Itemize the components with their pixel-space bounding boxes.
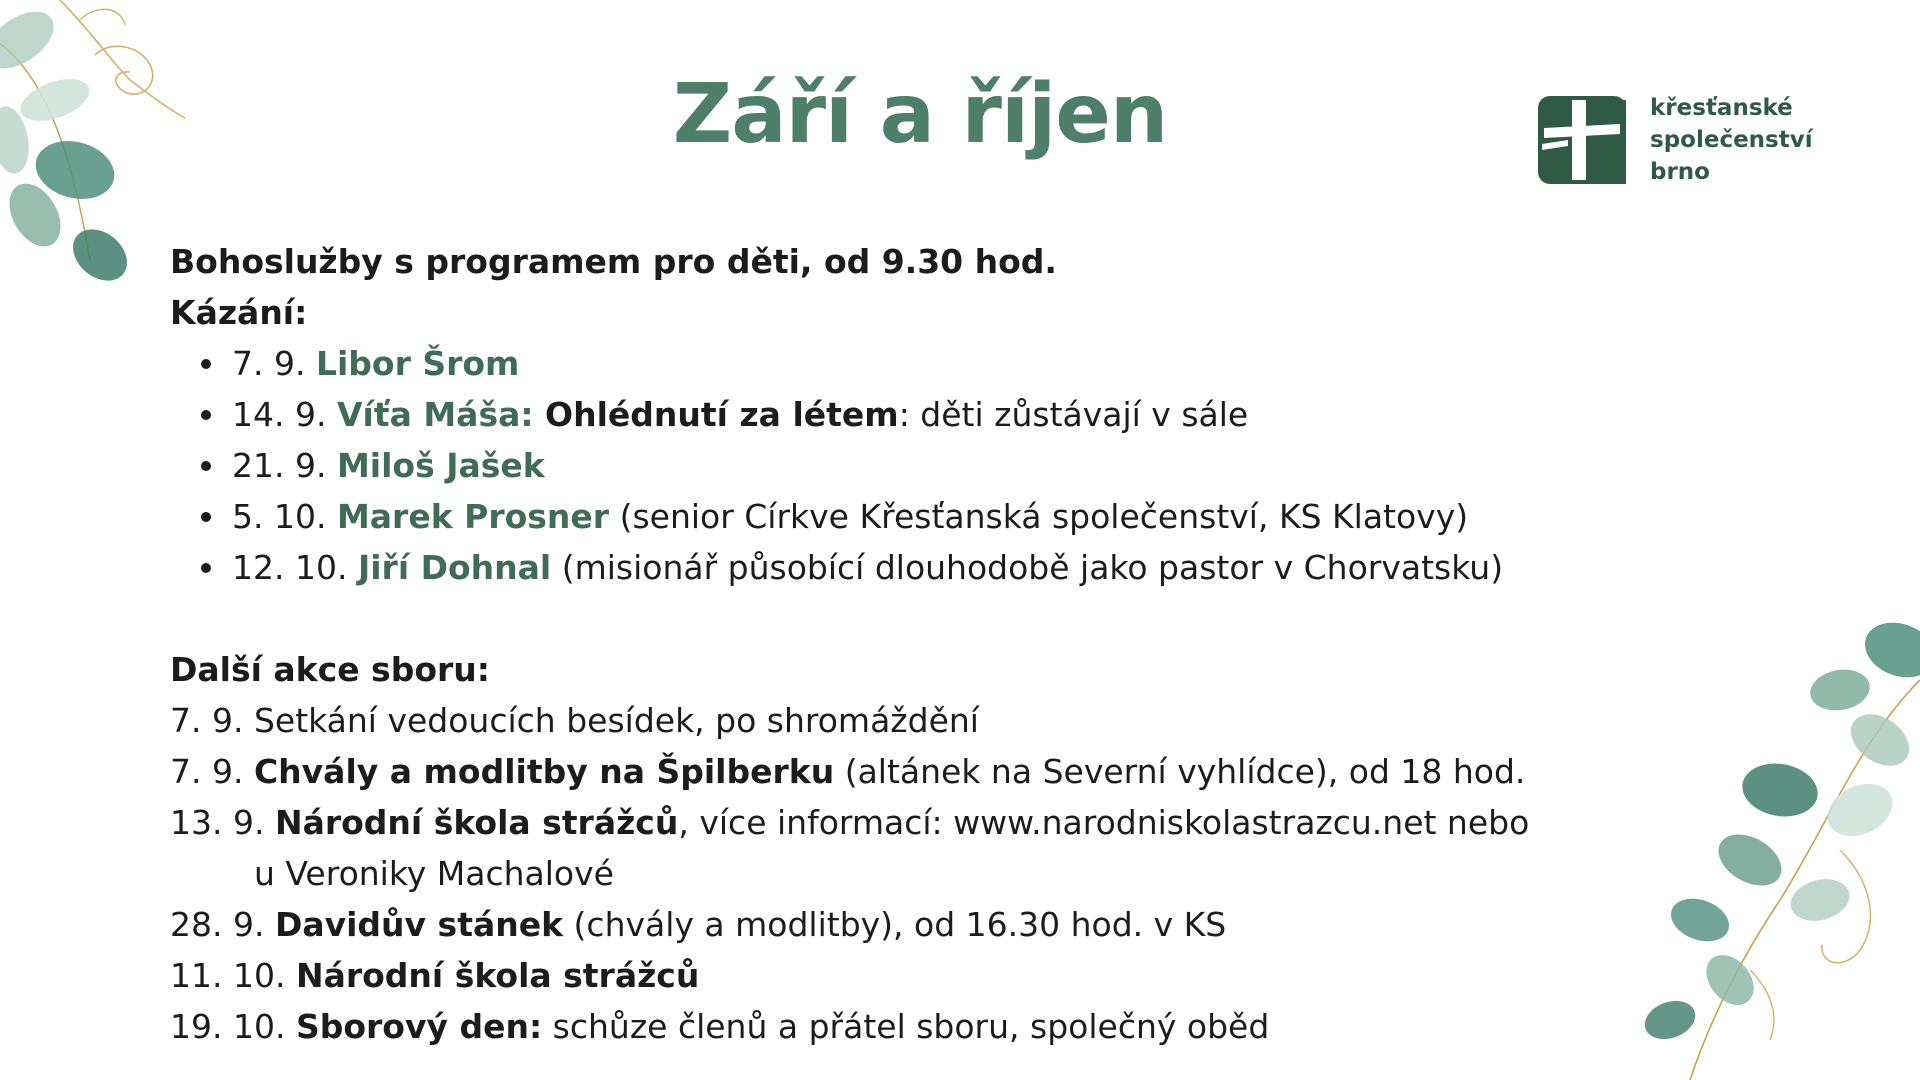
sermon-note: : děti zůstávají v sále bbox=[898, 395, 1249, 434]
sermon-topic: Ohlédnutí za létem bbox=[533, 395, 899, 434]
logo-line-3: brno bbox=[1650, 159, 1710, 185]
events-heading: Další akce sboru: bbox=[170, 650, 490, 689]
sermon-date: 12. 10. bbox=[232, 548, 358, 587]
list-item bbox=[170, 542, 1570, 593]
sermon-note: (misionář působící dlouhodobě jako pastor v Chorvatsku) bbox=[551, 548, 1504, 587]
preacher-name: Marek Prosner bbox=[336, 497, 610, 536]
event-date: 11. 10. bbox=[170, 956, 296, 995]
event-detail: , více informací: www.narodniskolastrazcu.net nebo bbox=[678, 803, 1530, 842]
event-detail: (altánek na Severní vyhlídce), od 18 hod. bbox=[834, 752, 1526, 791]
event-date: 19. 10. bbox=[170, 1007, 296, 1046]
preacher-name: Víťa Máša: bbox=[336, 395, 534, 434]
sermon-date: 21. 9. bbox=[232, 446, 337, 485]
announcement-content bbox=[170, 236, 1570, 1052]
sermon-date: 14. 9. bbox=[232, 395, 337, 434]
event-detail: Setkání vedoucích besídek, po shromáždění bbox=[253, 701, 979, 740]
church-logo bbox=[1538, 92, 1813, 188]
event-row bbox=[170, 950, 1570, 1001]
event-title: Chvály a modlitby na Špilberku bbox=[253, 752, 835, 791]
event-row bbox=[170, 695, 1570, 746]
list-item bbox=[170, 491, 1570, 542]
preacher-name: Libor Šrom bbox=[315, 344, 520, 383]
event-row bbox=[170, 899, 1570, 950]
preacher-name: Jiří Dohnal bbox=[357, 548, 552, 587]
event-detail: (chvály a modlitby), od 16.30 hod. v KS bbox=[563, 905, 1227, 944]
event-row-continuation bbox=[170, 848, 1570, 899]
event-detail: schůze členů a přátel sboru, společný oběd bbox=[542, 1007, 1270, 1046]
sermon-date: 7. 9. bbox=[232, 344, 316, 383]
sermon-note: (senior Církve Křesťanská společenství, KS Klatovy) bbox=[609, 497, 1469, 536]
logo-line-2: společenství bbox=[1650, 127, 1813, 153]
event-row bbox=[170, 1001, 1570, 1052]
list-item bbox=[170, 338, 1570, 389]
eucalyptus-decoration-bottom-right bbox=[1630, 620, 1920, 1080]
event-title: Národní škola strážců bbox=[274, 803, 679, 842]
sermon-list bbox=[170, 338, 1570, 593]
list-item bbox=[170, 389, 1570, 440]
page-title: Září a říjen bbox=[672, 67, 1168, 162]
event-detail: u Veroniky Machalové bbox=[254, 854, 614, 893]
list-item bbox=[170, 440, 1570, 491]
event-date: 7. 9. bbox=[170, 701, 254, 740]
cross-logo-icon bbox=[1538, 96, 1626, 184]
event-title: Davidův stánek bbox=[274, 905, 564, 944]
event-title: Sborový den: bbox=[295, 1007, 543, 1046]
sermon-date: 5. 10. bbox=[232, 497, 337, 536]
section-spacer bbox=[170, 593, 1570, 644]
logo-line-1: křesťanské bbox=[1650, 95, 1793, 121]
event-title: Národní škola strážců bbox=[295, 956, 700, 995]
preacher-name: Miloš Jašek bbox=[336, 446, 545, 485]
event-row bbox=[170, 797, 1570, 848]
sermons-label: Kázání: bbox=[170, 293, 308, 332]
logo-text bbox=[1650, 92, 1813, 188]
event-date: 13. 9. bbox=[170, 803, 275, 842]
event-date: 28. 9. bbox=[170, 905, 275, 944]
event-row bbox=[170, 746, 1570, 797]
event-date: 7. 9. bbox=[170, 752, 254, 791]
services-heading: Bohoslužby s programem pro děti, od 9.30 hod. bbox=[170, 242, 1057, 281]
